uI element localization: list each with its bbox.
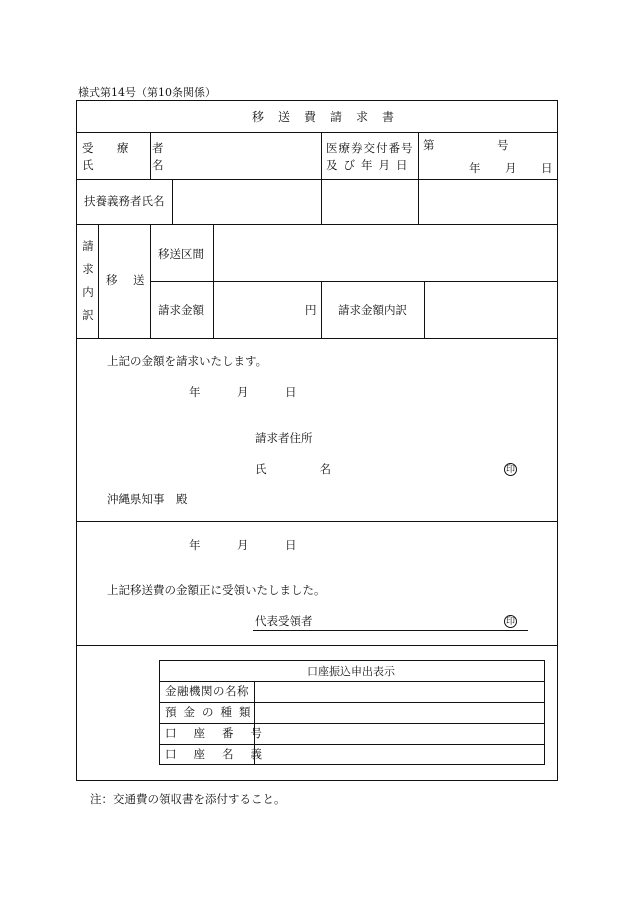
cert-label-line1: 医療券交付番号 (326, 141, 414, 155)
amount-detail-label: 請求金額内訳 (338, 303, 407, 317)
receipt-date-year: 年 (189, 538, 201, 552)
amount-label: 請求金額 (158, 303, 204, 317)
patient-label-line2: 氏 名 (82, 158, 170, 172)
cert-date-year: 年 (469, 161, 481, 175)
cert-date-month: 月 (505, 161, 517, 175)
representative-label: 代表受領者 (255, 614, 313, 628)
cert-date-day: 日 (541, 161, 553, 175)
claim-date-day: 日 (285, 385, 297, 399)
patient-label-line1: 受 療 者 (82, 141, 170, 155)
bank-row-account-name: 口座名義 (165, 747, 279, 761)
seal-mark-claimant: 印 (505, 465, 515, 475)
claimant-address-label: 請求者住所 (255, 431, 313, 445)
addressee: 沖縄県知事 殿 (107, 492, 188, 506)
claim-date-year: 年 (189, 385, 201, 399)
cert-no-suffix: 号 (497, 138, 509, 152)
receipt-date-day: 日 (285, 538, 297, 552)
cert-no-prefix: 第 (423, 138, 435, 152)
seal-mark-representative: 印 (505, 617, 515, 627)
claim-detail-label: 請求内訳 (82, 239, 94, 322)
form-title: 移送費請求書 (252, 110, 409, 124)
claim-date-month: 月 (237, 385, 249, 399)
section-label: 移送区間 (158, 247, 204, 261)
receipt-date-month: 月 (237, 538, 249, 552)
transfer-label: 移 送 (106, 273, 147, 287)
cert-label-line2: 及び年月日 (326, 158, 414, 172)
bank-row-deposit-type: 預金の種類 (165, 705, 258, 719)
yen-unit: 円 (305, 303, 317, 317)
receipt-statement: 上記移送費の金額正に受領いたしました。 (107, 583, 326, 597)
bank-row-institution: 金融機関の名称 (165, 684, 249, 698)
bank-row-account-number: 口座番号 (165, 726, 279, 740)
claimant-name-label: 氏 名 (255, 462, 341, 476)
representative-underline (253, 630, 528, 631)
footnote: 注：交通費の領収書を添付すること。 (90, 792, 286, 806)
bank-table-title: 口座振込申出表示 (307, 665, 395, 678)
form-number: 様式第14号（第10条関係） (78, 86, 216, 99)
guardian-label: 扶養義務者氏名 (84, 194, 165, 208)
claim-statement: 上記の金額を請求いたします。 (107, 354, 268, 368)
